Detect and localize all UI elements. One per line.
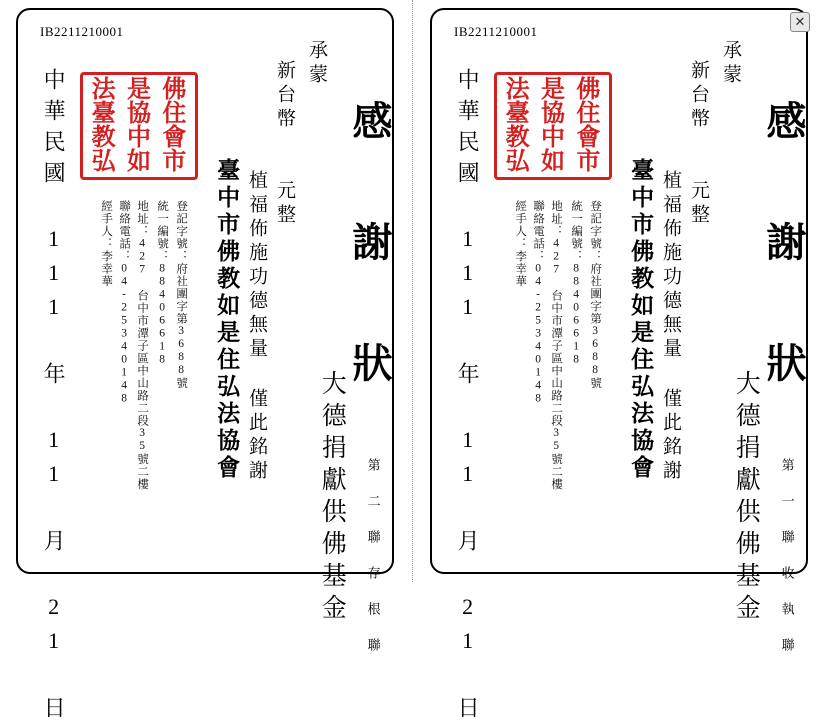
seal-char: 市 <box>576 149 601 175</box>
seal-char: 中 <box>126 125 151 151</box>
address-text-left: 地址：427 台中市潭子區中山路二段35號二樓 <box>136 200 149 491</box>
registration-number-right: 登記字號：府社團字第3688號 <box>589 200 602 390</box>
date-column-right: 中華民國 111 年 11 月 21 日 <box>455 68 481 727</box>
copy-label-left: 第 二 聯 存 根 聯 <box>365 458 381 655</box>
body-line-1-left: 植福佈施功德無量 僅此銘謝 <box>245 170 267 484</box>
address-text-right: 地址：427 台中市潭子區中山路二段35號二樓 <box>550 200 563 491</box>
copy-label-right: 第 一 聯 收 執 聯 <box>779 458 795 655</box>
body-line-1-right: 植福佈施功德無量 僅此銘謝 <box>659 170 681 484</box>
seal-grid-left <box>86 78 192 174</box>
seal-char: 是 <box>126 77 151 103</box>
agent-text-left: 經手人：李幸華 <box>100 200 113 288</box>
body-line-2-left: 新台幣 元整 <box>273 60 295 228</box>
seal-char: 會 <box>162 125 187 151</box>
seal-char: 住 <box>162 101 187 127</box>
seal-char: 教 <box>505 125 530 151</box>
title-left: 感 謝 狀 <box>347 100 392 400</box>
seal-char: 如 <box>126 149 151 175</box>
seal-char: 市 <box>162 149 187 175</box>
seal-char: 法 <box>505 77 530 103</box>
official-seal-right <box>494 72 612 180</box>
title-right: 感 謝 狀 <box>761 100 806 400</box>
page-divider <box>412 0 413 582</box>
serial-number-left: IB2211210001 <box>40 24 124 39</box>
seal-char: 協 <box>126 101 151 127</box>
organization-name-right: 臺中市佛教如是住弘法協會 <box>628 158 654 482</box>
seal-char: 弘 <box>91 149 116 175</box>
seal-char: 佛 <box>576 77 601 103</box>
seal-char: 佛 <box>162 77 187 103</box>
seal-char: 臺 <box>505 101 530 127</box>
seal-char: 中 <box>540 125 565 151</box>
body-line-2-right: 新台幣 元整 <box>687 60 709 228</box>
unified-number-left: 統一編號：88406618 <box>156 200 169 367</box>
organization-name-left: 臺中市佛教如是住弘法協會 <box>214 158 240 482</box>
seal-char: 教 <box>91 125 116 151</box>
seal-char: 臺 <box>91 101 116 127</box>
close-icon[interactable]: ✕ <box>790 12 810 32</box>
seal-char: 協 <box>540 101 565 127</box>
seal-char: 弘 <box>505 149 530 175</box>
seal-char: 住 <box>576 101 601 127</box>
date-column-left: 中華民國 111 年 11 月 21 日 <box>41 68 67 727</box>
seal-char: 如 <box>540 149 565 175</box>
donor-line-right: 大德捐獻供佛基金 <box>732 370 760 626</box>
unified-number-right: 統一編號：88406618 <box>570 200 583 367</box>
phone-text-right: 聯絡電話：04-25340148 <box>532 200 545 406</box>
body-line-3-left: 承蒙 <box>305 40 327 88</box>
official-seal-left <box>80 72 198 180</box>
receipt-right <box>430 8 808 727</box>
donor-line-left: 大德捐獻供佛基金 <box>318 370 346 626</box>
registration-number-left: 登記字號：府社團字第3688號 <box>175 200 188 390</box>
seal-char: 是 <box>540 77 565 103</box>
seal-char: 會 <box>576 125 601 151</box>
agent-text-right: 經手人：李幸華 <box>514 200 527 288</box>
seal-char: 法 <box>91 77 116 103</box>
seal-grid-right <box>500 78 606 174</box>
phone-text-left: 聯絡電話：04-25340148 <box>118 200 131 406</box>
serial-number-right: IB2211210001 <box>454 24 538 39</box>
receipt-left <box>16 8 394 727</box>
body-line-3-right: 承蒙 <box>719 40 741 88</box>
